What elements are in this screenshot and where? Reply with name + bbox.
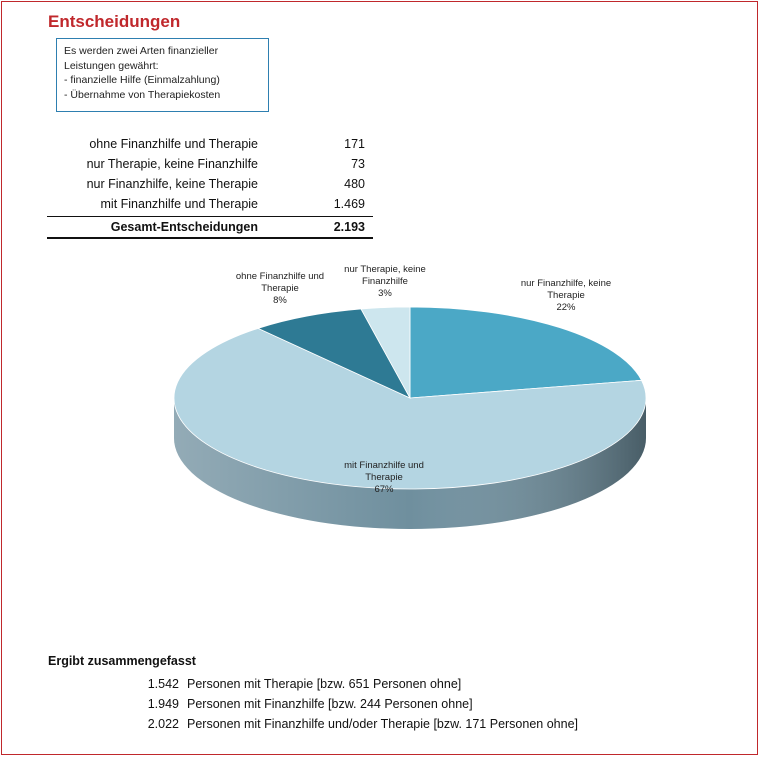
info-line: Leistungen gewährt: bbox=[64, 59, 159, 72]
row-value: 73 bbox=[351, 157, 365, 171]
summary-text: Personen mit Therapie [bzw. 651 Personen ohne] bbox=[187, 677, 462, 691]
summary-text: Personen mit Finanzhilfe und/oder Therapie [bzw. 171 Personen ohne] bbox=[187, 717, 578, 731]
summary-text: Personen mit Finanzhilfe [bzw. 244 Personen ohne] bbox=[187, 697, 473, 711]
summary-line bbox=[135, 674, 578, 694]
info-line: Es werden zwei Arten finanzieller bbox=[64, 45, 219, 57]
row-value: 480 bbox=[344, 177, 365, 191]
summary-list bbox=[135, 674, 578, 734]
summary-title: Ergibt zusammengefasst bbox=[48, 654, 196, 668]
pie-slice-label: nur Finanzhilfe, keine Therapie 22% bbox=[520, 278, 612, 313]
row-value: 171 bbox=[344, 137, 365, 151]
info-line: - Übernahme von Therapiekosten bbox=[64, 88, 221, 101]
summary-line bbox=[135, 714, 578, 734]
row-label: nur Finanzhilfe, keine Therapie bbox=[86, 177, 258, 191]
pie-slice-label: nur Therapie, keine Finanzhilfe 3% bbox=[344, 264, 426, 299]
page-title: Entscheidungen bbox=[48, 12, 181, 31]
summary-number: 1.542 bbox=[147, 677, 179, 691]
info-line: - finanzielle Hilfe (Einmalzahlung) bbox=[64, 74, 220, 86]
total-label: Gesamt-Entscheidungen bbox=[110, 220, 258, 234]
row-label: mit Finanzhilfe und Therapie bbox=[100, 197, 258, 211]
summary-line bbox=[135, 694, 578, 714]
total-value: 2.193 bbox=[333, 220, 365, 234]
row-label: nur Therapie, keine Finanzhilfe bbox=[86, 157, 258, 171]
summary-number: 2.022 bbox=[147, 717, 179, 731]
summary-number: 1.949 bbox=[147, 697, 179, 711]
pie-slice-label: ohne Finanzhilfe und Therapie 8% bbox=[235, 271, 325, 306]
row-value: 1.469 bbox=[333, 197, 365, 211]
row-label: ohne Finanzhilfe und Therapie bbox=[89, 137, 258, 151]
pie-slice-label: mit Finanzhilfe und Therapie 67% bbox=[344, 460, 424, 495]
